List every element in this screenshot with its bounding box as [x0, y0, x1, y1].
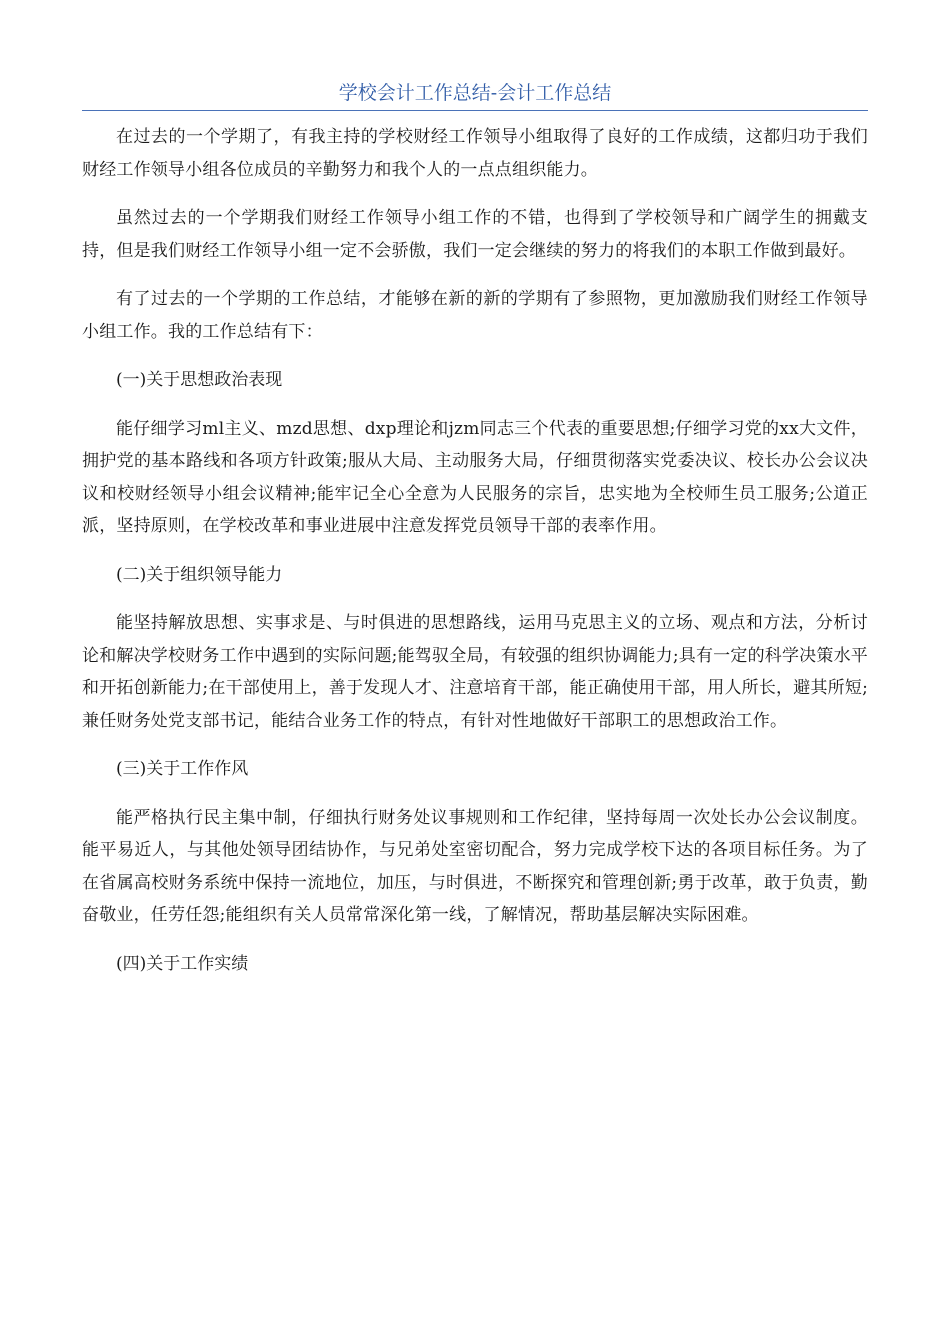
title-underline [82, 110, 868, 111]
document-title: 学校会计工作总结-会计工作总结 [338, 82, 612, 104]
section-heading-work-style: (三)关于工作作风 [116, 759, 249, 779]
section-heading-political: (一)关于思想政治表现 [116, 370, 283, 390]
section-heading-leadership: (二)关于组织领导能力 [116, 564, 283, 585]
document-page [82, 78, 868, 996]
section-heading-achievements: (四)关于工作实绩 [116, 953, 249, 974]
paragraph-work-style: 能严格执行民主集中制，仔细执行财务处议事规则和工作纪律，坚持每周一次处长办公会议制度。能平易近人，与其他处领导团结协作，与兄弟处室密切配合，努力完成学校下达的各项目标任务。为了在省属高校财务系统中保持一流地位，加压，与时俱进，不断探究和管理创新;勇于改革，敢于负责，勤奋敬业，任劳任怨;能组织有关人员常常深化第一线，了解情况，帮助基层解决实际困难。 [82, 807, 868, 925]
paragraph-political: 能仔细学习ml主义、mzd思想、dxp理论和jzm同志三个代表的重要思想;仔细学习党的xx大文件，拥护党的基本路线和各项方针政策;服从大局、主动服务大局，仔细贯彻落实党委决议、校长办公会议决议和校财经领导小组会议精神;能牢记全心全意为人民服务的宗旨，忠实地为全校师生员工服务;公道正派，坚持原则，在学校改革和事业进展中注意发挥党员领导干部的表率作用。 [82, 418, 868, 536]
paragraph-support: 虽然过去的一个学期我们财经工作领导小组工作的不错，也得到了学校领导和广阔学生的拥戴支持，但是我们财经工作领导小组一定不会骄傲，我们一定会继续的努力的将我们的本职工作做到最好。 [82, 208, 868, 261]
paragraph-intro: 在过去的一个学期了，有我主持的学校财经工作领导小组取得了良好的工作成绩，这都归功于我们财经工作领导小组各位成员的辛勤努力和我个人的一点点组织能力。 [82, 127, 868, 180]
paragraph-leadership: 能坚持解放思想、实事求是、与时俱进的思想路线，运用马克思主义的立场、观点和方法，分析讨论和解决学校财务工作中遇到的实际问题;能驾驭全局，有较强的组织协调能力;具有一定的科学决策水平和开拓创新能力;在干部使用上，善于发现人才、注意培育干部，能正确使用干部，用人所长，避其所短;兼任财务处党支部书记，能结合业务工作的特点，有针对性地做好干部职工的思想政治工作。 [82, 613, 868, 731]
paragraph-summary-lead: 有了过去的一个学期的工作总结，才能够在新的新的学期有了参照物，更加激励我们财经工作领导小组工作。我的工作总结有下： [82, 289, 868, 342]
